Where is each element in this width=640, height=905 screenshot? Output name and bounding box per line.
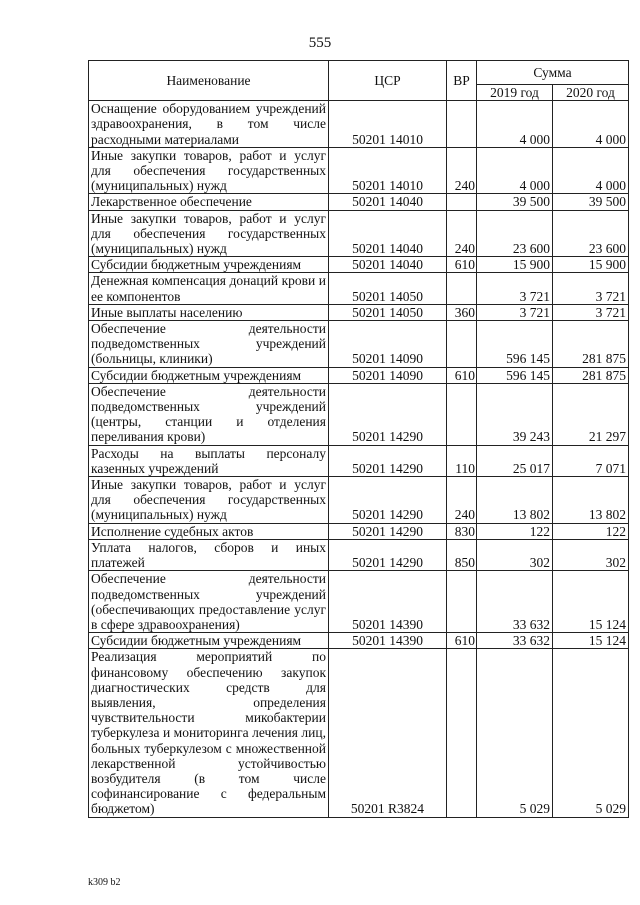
cell-2020: 302 [553, 539, 629, 570]
cell-2020: 15 900 [553, 257, 629, 273]
cell-csr: 50201 14290 [329, 383, 447, 445]
cell-2019: 3 721 [477, 273, 553, 304]
cell-csr: 50201 14290 [329, 445, 447, 476]
cell-name: Денежная компенсация донаций крови и ее компонентов [89, 273, 329, 304]
header-year-2019: 2019 год [477, 85, 553, 101]
cell-vr: 240 [447, 147, 477, 194]
cell-name: Иные закупки товаров, работ и услуг для обеспечения государственных (муниципальных) нужд [89, 477, 329, 524]
cell-vr [447, 649, 477, 817]
table-row [89, 523, 629, 539]
cell-2020: 4 000 [553, 101, 629, 148]
cell-2020: 3 721 [553, 304, 629, 320]
cell-csr: 50201 14050 [329, 273, 447, 304]
cell-vr: 240 [447, 477, 477, 524]
table-row [89, 445, 629, 476]
cell-2020: 281 875 [553, 367, 629, 383]
cell-2019: 5 029 [477, 649, 553, 817]
table-row [89, 273, 629, 304]
cell-csr: 50201 14290 [329, 539, 447, 570]
cell-csr: 50201 14090 [329, 321, 447, 368]
cell-vr: 850 [447, 539, 477, 570]
table-row [89, 304, 629, 320]
cell-csr: 50201 14090 [329, 367, 447, 383]
cell-vr [447, 571, 477, 633]
cell-csr: 50201 14390 [329, 633, 447, 649]
table-row [89, 571, 629, 633]
cell-vr: 830 [447, 523, 477, 539]
cell-2019: 39 500 [477, 194, 553, 210]
cell-vr: 610 [447, 367, 477, 383]
table-row [89, 383, 629, 445]
cell-2020: 39 500 [553, 194, 629, 210]
table-row [89, 321, 629, 368]
table-row [89, 147, 629, 194]
header-sum: Сумма [477, 61, 629, 85]
cell-csr: 50201 14290 [329, 477, 447, 524]
cell-csr: 50201 14040 [329, 257, 447, 273]
header-year-2020: 2020 год [553, 85, 629, 101]
cell-name: Иные закупки товаров, работ и услуг для обеспечения государственных (муниципальных) нужд [89, 147, 329, 194]
cell-2019: 25 017 [477, 445, 553, 476]
cell-2020: 3 721 [553, 273, 629, 304]
cell-name: Иные выплаты населению [89, 304, 329, 320]
cell-vr [447, 101, 477, 148]
header-csr: ЦСР [329, 61, 447, 101]
cell-csr: 50201 14040 [329, 194, 447, 210]
cell-name: Обеспечение деятельности подведомственных учреждений (обеспечивающих предоставление услуг в сфере здравоохранения) [89, 571, 329, 633]
header-vr: ВР [447, 61, 477, 101]
cell-2019: 596 145 [477, 321, 553, 368]
cell-2019: 596 145 [477, 367, 553, 383]
table-row [89, 649, 629, 817]
table-body [89, 101, 629, 817]
cell-name: Уплата налогов, сборов и иных платежей [89, 539, 329, 570]
cell-2020: 4 000 [553, 147, 629, 194]
cell-vr: 360 [447, 304, 477, 320]
page-number: 555 [308, 35, 332, 51]
cell-name: Субсидии бюджетным учреждениям [89, 367, 329, 383]
table-row [89, 210, 629, 257]
cell-name: Иные закупки товаров, работ и услуг для обеспечения государственных (муниципальных) нужд [89, 210, 329, 257]
cell-2019: 15 900 [477, 257, 553, 273]
cell-name: Обеспечение деятельности подведомственных учреждений (больницы, клиники) [89, 321, 329, 368]
cell-csr: 50201 14010 [329, 147, 447, 194]
cell-2019: 13 802 [477, 477, 553, 524]
cell-2019: 122 [477, 523, 553, 539]
table-row [89, 257, 629, 273]
cell-2019: 3 721 [477, 304, 553, 320]
cell-name: Расходы на выплаты персоналу казенных учреждений [89, 445, 329, 476]
cell-vr [447, 383, 477, 445]
cell-vr: 610 [447, 257, 477, 273]
header-name: Наименование [89, 61, 329, 101]
cell-name: Субсидии бюджетным учреждениям [89, 633, 329, 649]
cell-vr [447, 273, 477, 304]
cell-csr: 50201 R3824 [329, 649, 447, 817]
cell-name: Лекарственное обеспечение [89, 194, 329, 210]
footer-code: k309 b2 [88, 877, 121, 888]
table-row [89, 633, 629, 649]
cell-csr: 50201 14040 [329, 210, 447, 257]
table-row [89, 539, 629, 570]
cell-name: Субсидии бюджетным учреждениям [89, 257, 329, 273]
cell-2019: 39 243 [477, 383, 553, 445]
cell-2020: 281 875 [553, 321, 629, 368]
cell-csr: 50201 14290 [329, 523, 447, 539]
cell-2020: 122 [553, 523, 629, 539]
cell-2020: 7 071 [553, 445, 629, 476]
cell-csr: 50201 14050 [329, 304, 447, 320]
cell-vr: 110 [447, 445, 477, 476]
table-row [89, 367, 629, 383]
budget-table [88, 60, 629, 818]
cell-2019: 4 000 [477, 101, 553, 148]
cell-vr [447, 194, 477, 210]
cell-2019: 33 632 [477, 571, 553, 633]
cell-2020: 15 124 [553, 571, 629, 633]
cell-name: Реализация мероприятий по финансовому обеспечению закупок диагностических средств для выявления, определения чувствительности микобактерии туберкулеза и мониторинга лечения лиц, больных туберкулезом с множественной лекарственной устойчивостью возбудителя (в том числе софинансирование с федеральным бюджетом) [89, 649, 329, 817]
cell-name: Обеспечение деятельности подведомственных учреждений (центры, станции и отделения переливания крови) [89, 383, 329, 445]
cell-csr: 50201 14390 [329, 571, 447, 633]
cell-name: Исполнение судебных актов [89, 523, 329, 539]
cell-2020: 5 029 [553, 649, 629, 817]
table-row [89, 477, 629, 524]
cell-vr: 610 [447, 633, 477, 649]
table-row [89, 194, 629, 210]
cell-2020: 15 124 [553, 633, 629, 649]
cell-2020: 21 297 [553, 383, 629, 445]
cell-2019: 33 632 [477, 633, 553, 649]
cell-name: Оснащение оборудованием учреждений здравоохранения, в том числе расходными материалами [89, 101, 329, 148]
cell-2019: 23 600 [477, 210, 553, 257]
cell-2020: 13 802 [553, 477, 629, 524]
cell-2019: 4 000 [477, 147, 553, 194]
cell-2019: 302 [477, 539, 553, 570]
cell-csr: 50201 14010 [329, 101, 447, 148]
table-row [89, 101, 629, 148]
cell-vr: 240 [447, 210, 477, 257]
cell-2020: 23 600 [553, 210, 629, 257]
cell-vr [447, 321, 477, 368]
